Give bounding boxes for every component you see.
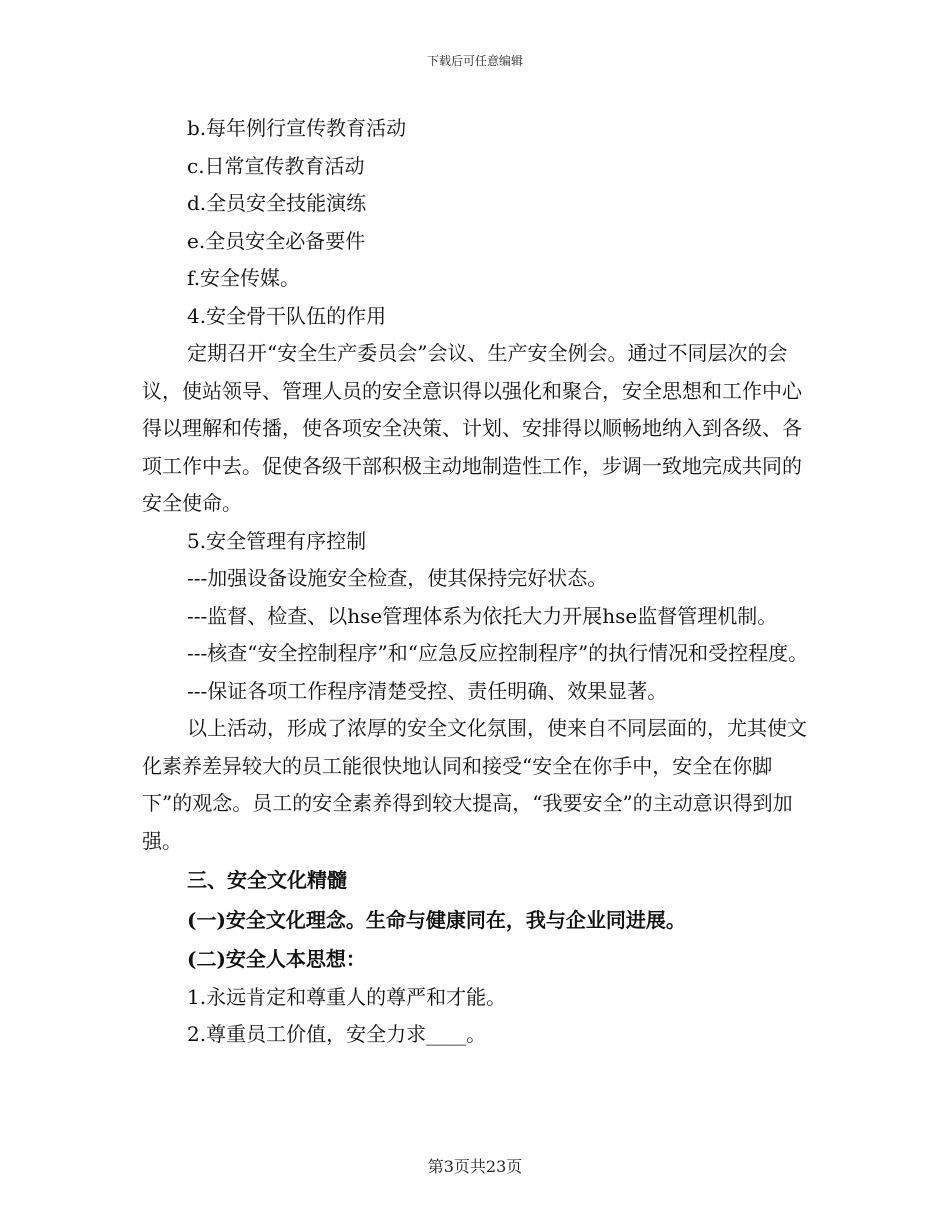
page-footer: 第3页共23页: [427, 1157, 523, 1176]
dash-item-procedures: ---核查“安全控制程序”和“应急反应控制程序”的执行情况和受控程度。: [187, 641, 809, 665]
subheading-2: (二)安全人本思想：: [187, 947, 366, 971]
paragraph-meetings: 定期召开“安全生产委员会”会议、生产安全例会。通过不同层次的会议，使站领导、管理人员的安全意识得以强化和聚合，安全思想和工作中心得以理解和传播，使各项安全决策、计划、安排得以顺畅地纳入到各级、各项工作中去。促使各级干部积极主动地制造性工作，步调一致地完成共同的安全使命。: [142, 341, 802, 515]
paragraph-summary: 以上活动，形成了浓厚的安全文化氛围，使来自不同层面的，尤其使文化素养差异较大的员工能很快地认同和接受“安全在你手中，安全在你脚下”的观念。员工的安全素养得到较大提高，“我要安全”的主动意识得到加强。: [142, 716, 807, 853]
dash-item-guarantee: ---保证各项工作程序清楚受控、责任明确、效果显著。: [187, 678, 668, 703]
list-item-d: d.全员安全技能演练: [187, 191, 367, 215]
dash-item-inspection: ---加强设备设施安全检查，使其保持完好状态。: [187, 566, 608, 590]
dash-item-hse: ---监督、检查、以hse管理体系为依托大力开展hse监督管理机制。: [187, 603, 778, 628]
document-body: [142, 110, 817, 1054]
page-header: 下载后可任意编辑: [426, 54, 523, 68]
numbered-item-1: 1.永远肯定和尊重人的尊严和才能。: [187, 984, 507, 1009]
chapter-heading-3: 三、安全文化精髓: [187, 868, 347, 892]
list-item-f: f.安全传媒。: [187, 266, 301, 290]
section-heading-5: 5.安全管理有序控制: [187, 528, 367, 553]
section-heading-4: 4.安全骨干队伍的作用: [187, 303, 387, 328]
list-item-e: e.全员安全必备要件: [187, 228, 366, 253]
list-item-c: c.日常宣传教育活动: [187, 153, 365, 178]
subheading-1: (一)安全文化理念。生命与健康同在，我与企业同进展。: [187, 907, 686, 932]
list-item-b: b.每年例行宣传教育活动: [187, 116, 407, 140]
numbered-item-2: 2.尊重员工价值，安全力求____。: [187, 1022, 487, 1046]
